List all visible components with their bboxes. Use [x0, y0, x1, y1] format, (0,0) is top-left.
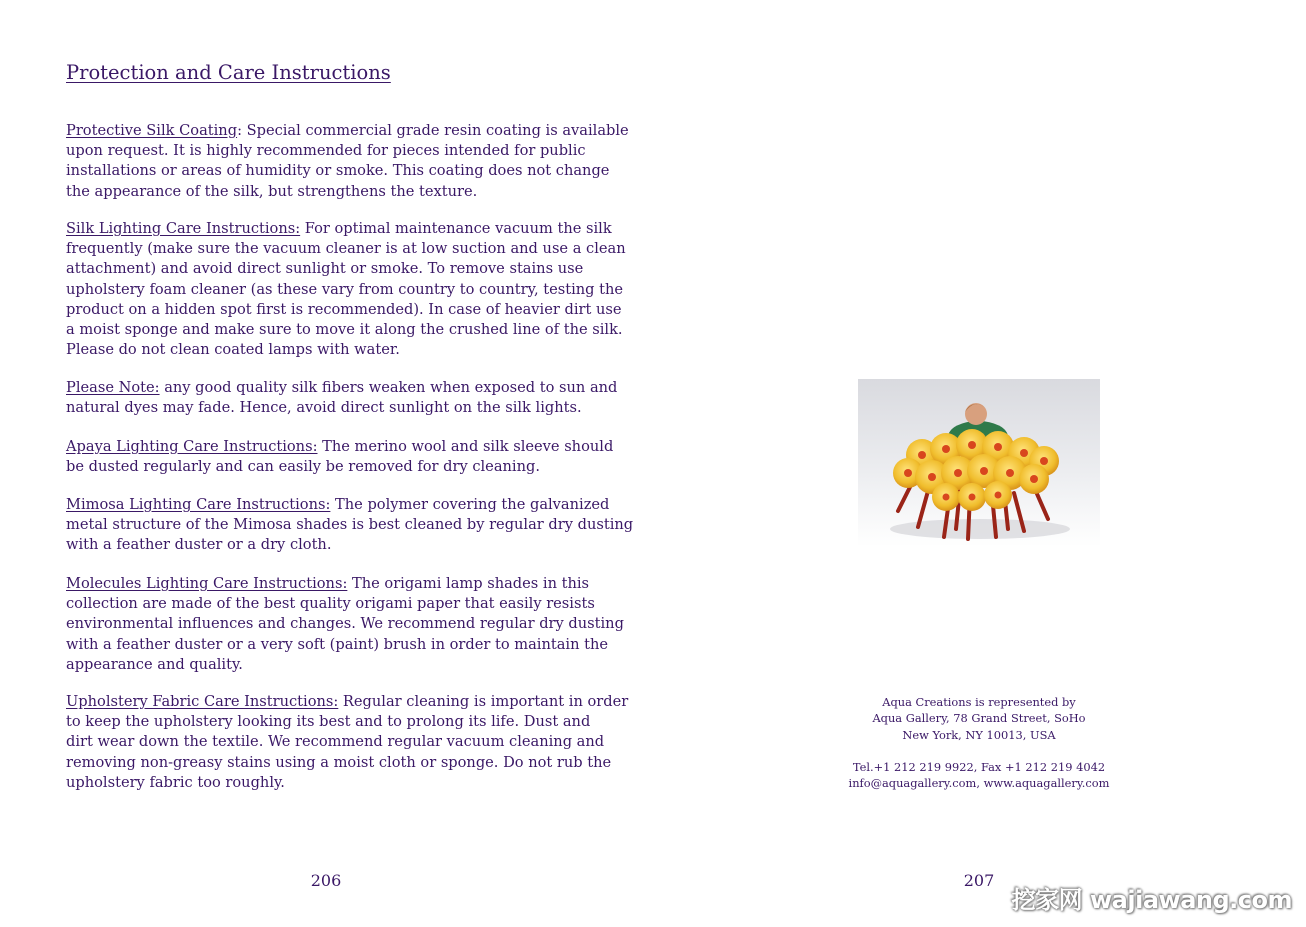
section-label: Protective Silk Coating — [66, 122, 238, 139]
section-text: Upholstery Fabric Care Instructions: Regular cleaning is important in order — [66, 693, 629, 710]
section-label: Molecules Lighting Care Instructions: — [66, 575, 348, 592]
section-text: Silk Lighting Care Instructions: For optimal maintenance vacuum the silk — [66, 220, 612, 237]
product-photo — [858, 379, 1100, 547]
section-text: Mimosa Lighting Care Instructions: The polymer covering the galvanized — [66, 496, 610, 513]
section-text: Protective Silk Coating: Special commercial grade resin coating is available — [66, 122, 629, 139]
page-number-right: 207 — [963, 871, 995, 890]
section-label: Apaya Lighting Care Instructions: — [66, 438, 318, 455]
section-text: Apaya Lighting Care Instructions: The merino wool and silk sleeve should — [66, 438, 614, 455]
section-text: Molecules Lighting Care Instructions: The origami lamp shades in this — [66, 575, 590, 592]
section-label: Silk Lighting Care Instructions: — [66, 220, 301, 237]
care-section-silk-lighting: Silk Lighting Care Instructions: For optimal maintenance vacuum the silk frequently (make sure the vacuum cleaner is at low suction and use a clean attachment) and avoid direct sunlight or smoke. To remove stains use upholstery foam cleaner (as these vary from country to country, testing the product on a hidden spot first is recommended). In case of heavier dirt use a moist sponge and make sure to move it along the crushed line of the silk. Please do not clean coated lamps with water. — [66, 220, 626, 359]
care-section-apaya-lighting: Apaya Lighting Care Instructions: The merino wool and silk sleeve should be dusted regularly and can easily be removed for dry cleaning. — [66, 438, 614, 476]
phone-fax: Tel.+1 212 219 9922, Fax +1 212 219 4042 — [852, 760, 1106, 774]
right-page — [653, 0, 1306, 927]
care-section-please-note: Please Note: any good quality silk fibers weaken when exposed to sun and natural dyes may fade. Hence, avoid direct sunlight on the silk lights. — [66, 379, 618, 417]
page-number-left: 206 — [310, 871, 342, 890]
floor-shadow — [890, 519, 1070, 539]
care-section-mimosa-lighting: Mimosa Lighting Care Instructions: The polymer covering the galvanized metal structure of the Mimosa shades is best cleaned by regular dry dusting with a feather duster or a dry cloth. — [66, 496, 634, 554]
section-label: Upholstery Fabric Care Instructions: — [66, 693, 339, 710]
page-title: Protection and Care Instructions — [66, 61, 391, 84]
care-section-upholstery-fabric: Upholstery Fabric Care Instructions: Regular cleaning is important in order to keep the upholstery looking its best and to prolong its life. Dust and dirt wear down the textile. We recommend regular vacuum cleaning and removing non-greasy stains using a moist cloth or sponge. Do not rub the upholstery fabric too roughly. — [66, 693, 629, 791]
section-text: Please Note: any good quality silk fibers weaken when exposed to sun and — [66, 379, 618, 396]
email-website: info@aquagallery.com, www.aquagallery.com — [848, 776, 1110, 791]
care-section-molecules-lighting: Molecules Lighting Care Instructions: The origami lamp shades in this collection are made of the best quality origami paper that easily resists environmental influences and changes. We recommend regular dry dusting with a feather duster or a very soft (paint) brush in order to maintain the appearance and quality. — [66, 575, 624, 673]
care-section-protective-silk-coating: Protective Silk Coating: Special commercial grade resin coating is available upon request. It is highly recommended for pieces intended for public installations or areas of humidity or smoke. This coating does not change the appearance of the silk, but strengthens the texture. — [66, 122, 629, 200]
section-label: Please Note: — [66, 379, 160, 396]
section-label: Mimosa Lighting Care Instructions: — [66, 496, 331, 513]
watermark: 挖家网 wajiawang.com — [1011, 886, 1292, 914]
gallery-address: Aqua Creations is represented by Aqua Gallery, 78 Grand Street, SoHo New York, NY 10013, USA — [872, 695, 1086, 742]
gallery-contact — [803, 759, 1155, 792]
